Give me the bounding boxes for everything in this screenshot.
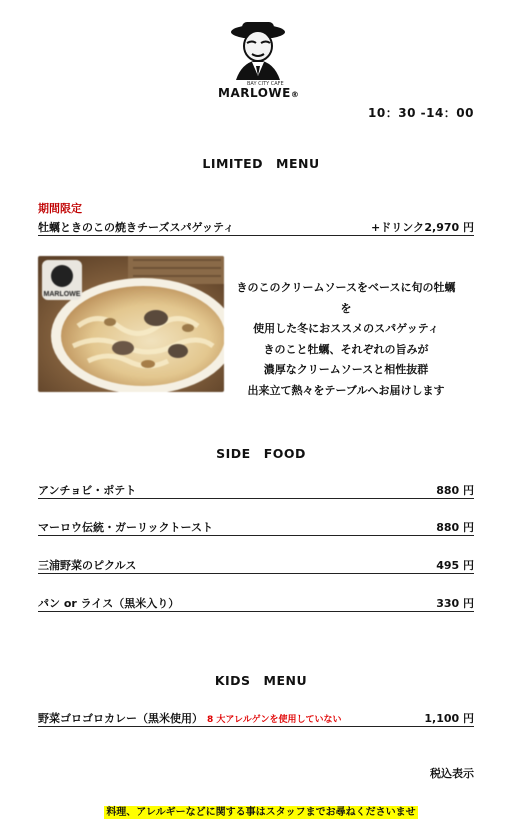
limited-item-option: +ドリンク	[371, 221, 424, 234]
side-item-price: 880 円	[436, 484, 474, 497]
side-item-price: 495 円	[436, 559, 474, 572]
kids-menu-heading: KIDS MENU	[214, 673, 308, 688]
limited-item-row	[38, 219, 474, 236]
side-item-name: アンチョビ・ポテト	[38, 484, 137, 497]
description-line: きのこと牡蠣、それぞれの旨みが	[263, 342, 429, 356]
side-item-name: パン or ライス（黒米入り）	[38, 597, 180, 610]
kids-item-price: 1,100 円	[424, 712, 474, 725]
side-item-row	[38, 519, 474, 536]
kids-item-row	[38, 710, 474, 727]
limited-item-name: 牡蠣ときのこの焼きチーズスパゲッティ	[38, 221, 235, 234]
side-item-row	[38, 557, 474, 574]
description-line: 出来立て熱々をテーブルへお届けします	[247, 383, 445, 397]
allergy-notice	[0, 800, 522, 819]
description-line: 濃厚なクリームソースと相性抜群	[263, 363, 429, 376]
registered-icon: ®	[290, 90, 300, 99]
kids-item-name: 野菜ゴロゴロカレー（黒米使用）	[38, 712, 203, 725]
side-item-row	[38, 595, 474, 612]
dish-photo	[38, 256, 224, 392]
allergy-notice-text: 料理、アレルギーなどに関する事はスタッフまでお尋ねくださいませ	[106, 807, 416, 818]
side-food-heading: SIDE FOOD	[216, 446, 306, 461]
limited-item-price: 2,970 円	[424, 221, 474, 234]
limited-tag: 期間限定	[38, 202, 82, 215]
kids-item-name-wrap	[38, 710, 341, 726]
limited-description	[232, 278, 460, 401]
allergen-note: 8 大アレルゲンを使用していない	[207, 715, 342, 725]
side-item-name: マーロウ伝統・ガーリックトースト	[38, 521, 214, 534]
logo-portrait-icon	[218, 16, 298, 86]
limited-menu-heading: LIMITED MENU	[202, 156, 320, 171]
side-item-name: 三浦野菜のピクルス	[38, 559, 137, 572]
description-line: 使用した冬におススメのスパゲッティ	[253, 322, 439, 335]
logo-wordmark-text: MARLOWE	[218, 86, 291, 100]
side-item-price: 330 円	[436, 597, 474, 610]
logo-tagline: BAY CITY CAFE	[247, 81, 284, 87]
side-item-price: 880 円	[436, 521, 474, 534]
business-hours: 10：30 -14：00	[368, 106, 474, 120]
svg-text:MARLOWE: MARLOWE	[43, 291, 81, 298]
tax-label: 税込表示	[430, 767, 474, 780]
logo-wordmark	[218, 86, 298, 100]
description-line: きのこのクリームソースをベースに旬の牡蠣を	[236, 281, 456, 315]
side-item-row	[38, 482, 474, 499]
